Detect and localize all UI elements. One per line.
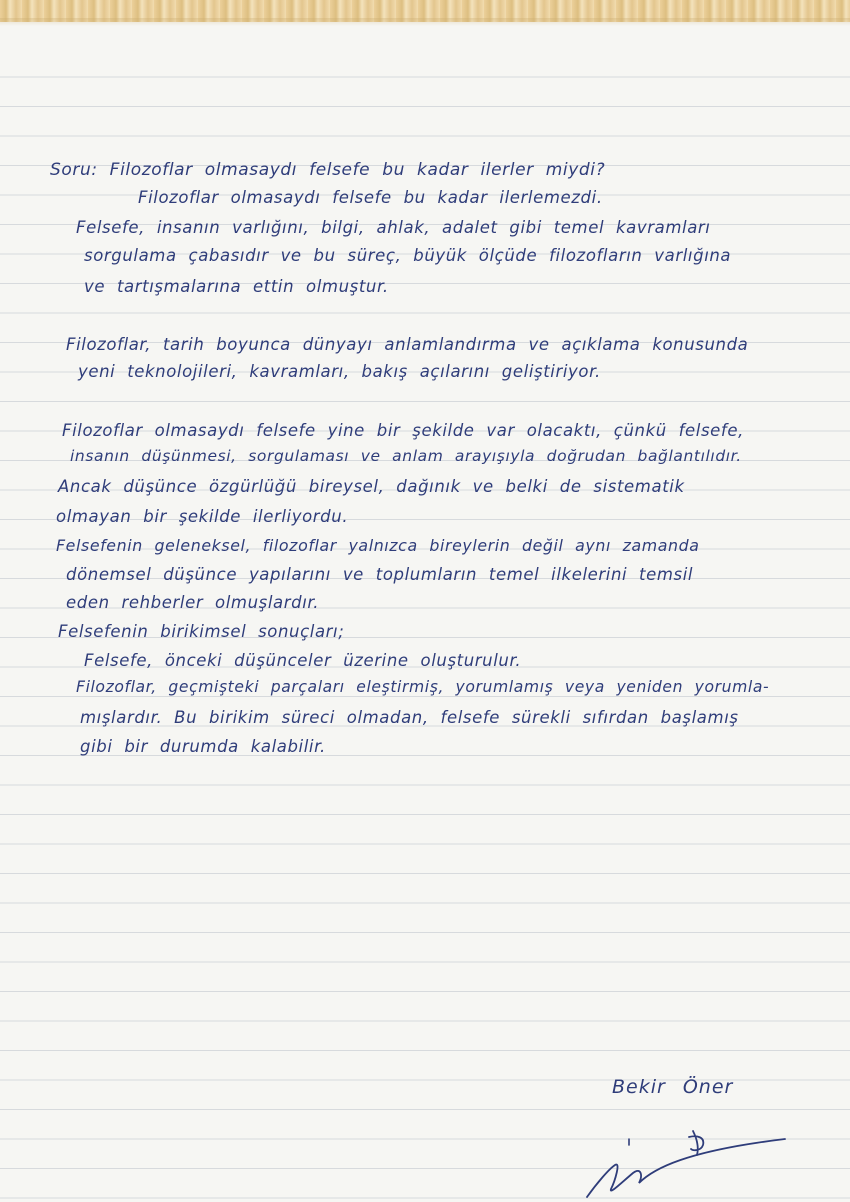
paragraph-line: Filozoflar, tarih boyunca dünyayı anlamlandırma ve açıklama konusunda [66,335,749,354]
paragraph-line: Ancak düşünce özgürlüğü bireysel, dağınık ve belki de sistematik [58,477,685,496]
paragraph-line: Felsefe, insanın varlığını, bilgi, ahlak, adalet gibi temel kavramları [76,218,711,237]
paragraph-line: Filozoflar olmasaydı felsefe yine bir şekilde var olacaktı, çünkü felsefe, [62,421,744,440]
question-line: Soru: Filozoflar olmasaydı felsefe bu kadar ilerler miydi? [50,160,606,180]
paragraph-line: sorgulama çabasıdır ve bu süreç, büyük ölçüde filozofların varlığına [84,246,732,265]
paragraph-line: gibi bir durumda kalabilir. [80,737,326,756]
binding-shadow [0,18,850,26]
paragraph-line: Felsefe, önceki düşünceler üzerine oluşturulur. [84,651,522,670]
paragraph-line: dönemsel düşünce yapılarını ve toplumların temel ilkelerini temsil [66,565,694,584]
paragraph-line: Filozoflar, geçmişteki parçaları eleştirmiş, yorumlamış veya yeniden yorumla- [76,678,770,696]
signature-scribble [575,1125,805,1202]
paragraph-line: insanın düşünmesi, sorgulaması ve anlam arayışıyla doğrudan bağlantılıdır. [70,447,742,465]
author-name: Bekir Öner [612,1076,734,1098]
paragraph-line: Felsefenin geleneksel, filozoflar yalnızca bireylerin değil aynı zamanda [56,536,700,555]
paragraph-line: eden rehberler olmuşlardır. [66,593,320,612]
paragraph-line: mışlardır. Bu birikim süreci olmadan, felsefe sürekli sıfırdan başlamış [80,708,739,727]
paragraph-line: ve tartışmalarına ettin olmuştur. [84,277,389,296]
answer-line: Filozoflar olmasaydı felsefe bu kadar ilerlemezdi. [138,188,603,207]
paragraph-line: olmayan bir şekilde ilerliyordu. [56,507,349,526]
section-heading-line: Felsefenin birikimsel sonuçları; [58,622,345,641]
paragraph-line: yeni teknolojileri, kavramları, bakış açılarını geliştiriyor. [78,362,601,381]
